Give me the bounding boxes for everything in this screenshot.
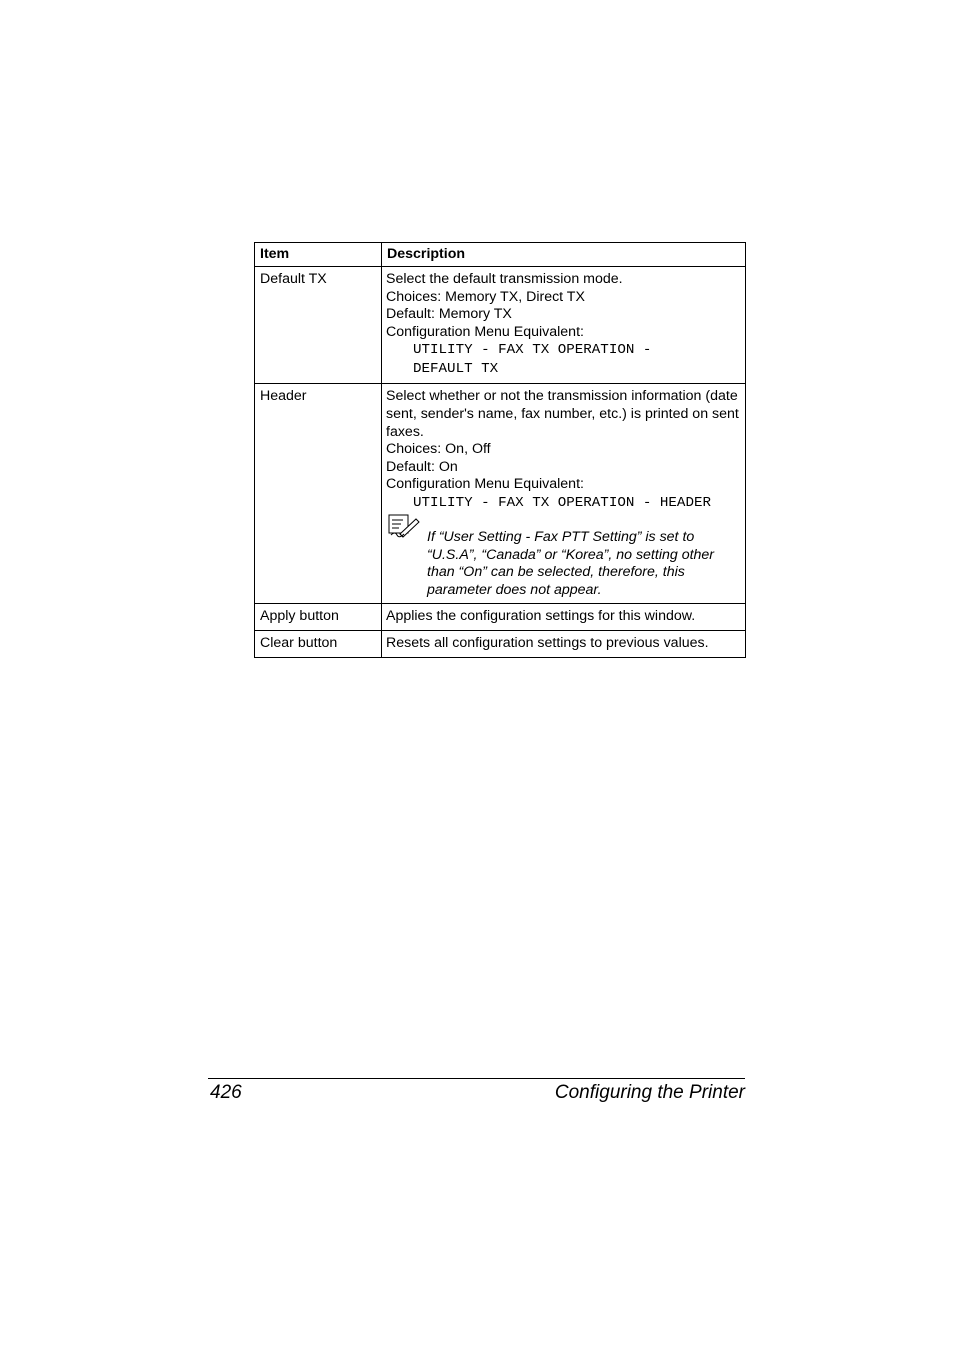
footer-title: Configuring the Printer — [554, 1082, 745, 1103]
table-row — [255, 604, 746, 631]
item-clear-button: Clear button — [255, 630, 382, 657]
menu-path-code: DEFAULT TX — [413, 361, 499, 378]
description-header — [382, 384, 746, 604]
note-block — [386, 529, 745, 599]
choices-line: Choices: On, Off — [386, 441, 491, 458]
choices-line: Choices: Memory TX, Direct TX — [386, 288, 585, 305]
table-row — [255, 630, 746, 657]
menu-equivalent-label: Configuration Menu Equivalent: — [386, 476, 584, 493]
description-line: Select the default transmission mode. — [386, 271, 623, 287]
default-line: Default: Memory TX — [386, 306, 512, 323]
description-default-tx — [382, 267, 746, 384]
menu-path-code: UTILITY - FAX TX OPERATION - — [413, 342, 652, 359]
table-row — [255, 384, 746, 604]
menu-path-code: UTILITY - FAX TX OPERATION - HEADER — [413, 494, 711, 511]
default-line: Default: On — [386, 458, 458, 475]
description-line: Select whether or not the transmission information (date sent, sender's name, fax number, etc.) is printed on sent faxes. — [386, 388, 739, 440]
column-header-item: Item — [255, 243, 382, 267]
item-apply-button: Apply button — [255, 604, 382, 631]
page-number: 426 — [210, 1082, 242, 1103]
item-header: Header — [255, 384, 382, 604]
item-default-tx: Default TX — [255, 267, 382, 384]
table-row — [255, 267, 746, 384]
note-pencil-icon — [388, 514, 420, 538]
menu-equivalent-label: Configuration Menu Equivalent: — [386, 323, 584, 340]
column-header-description: Description — [382, 243, 746, 267]
note-text: If “User Setting - Fax PTT Setting” is set to “U.S.A”, “Canada” or “Korea”, no setting other than “On” can be selected, therefore, this parameter does not appear. — [427, 528, 715, 598]
footer-rule — [208, 1078, 745, 1079]
settings-table — [254, 242, 746, 658]
description-apply-button: Applies the configuration settings for this window. — [382, 604, 746, 631]
table-header-row — [255, 243, 746, 267]
description-clear-button: Resets all configuration settings to previous values. — [382, 630, 746, 657]
